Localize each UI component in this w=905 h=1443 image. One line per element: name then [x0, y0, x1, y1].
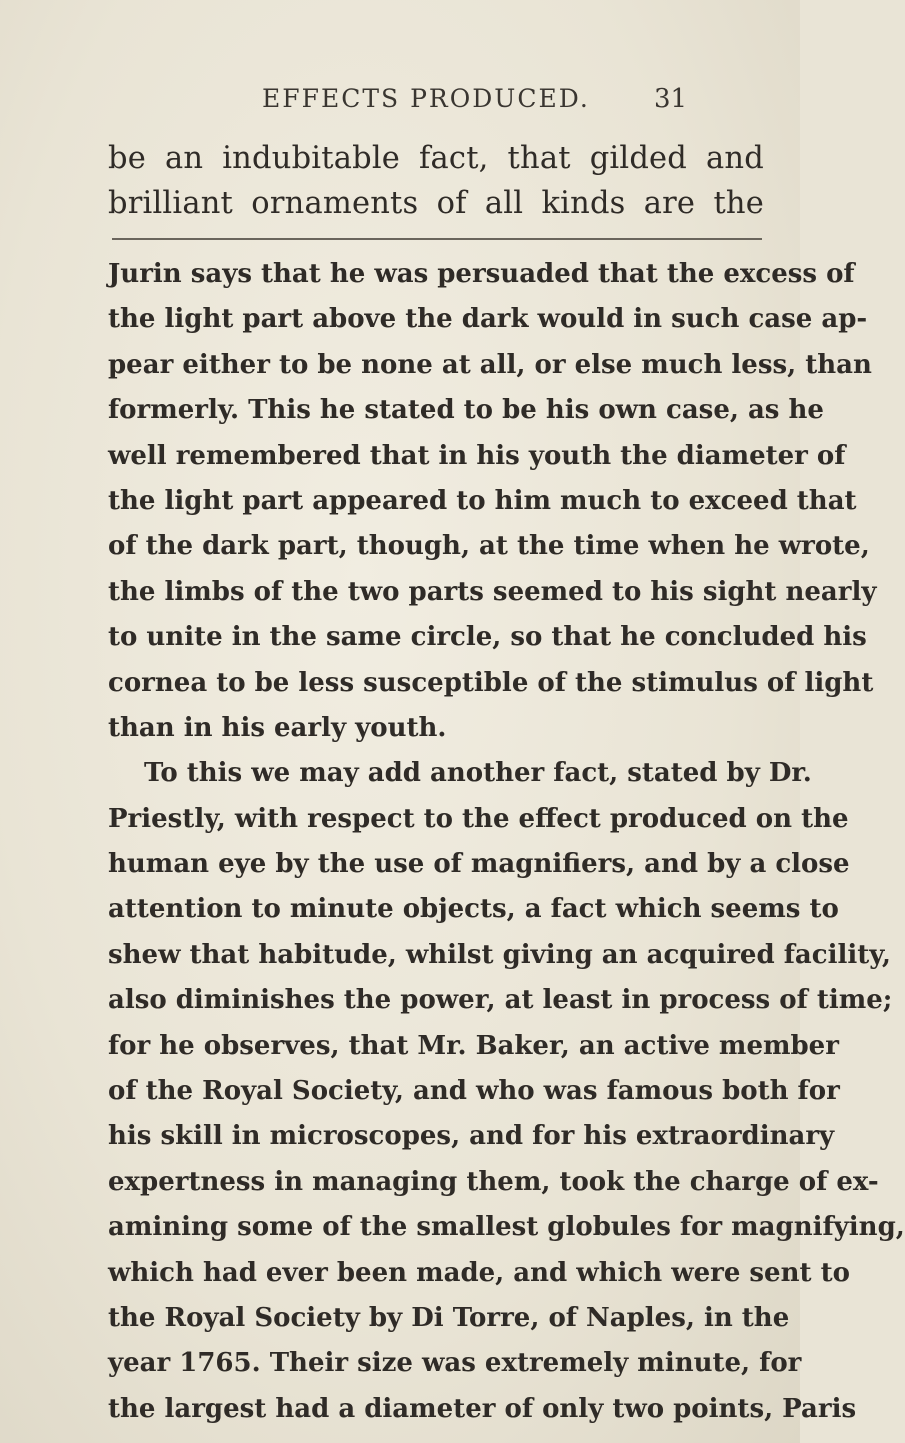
footnote-line: also diminishes the power, at least in process of time; [108, 985, 893, 1016]
footnote-line: Jurin says that he was persuaded that the excess of [108, 259, 855, 289]
footnote-line: of the dark part, though, at the time when he wrote, [108, 531, 870, 562]
footnote-rule [112, 238, 762, 240]
footnote-line: formerly. This he stated to be his own case, as he [108, 395, 824, 426]
footnote-line: the largest had a diameter of only two points, Paris [108, 1393, 857, 1424]
footnote-line: the light part above the dark would in such case ap- [108, 304, 868, 335]
footnote-line: the Royal Society by Di Torre, of Naples, in the [108, 1302, 790, 1333]
footnote-line: To this we may add another fact, stated by Dr. [144, 758, 812, 789]
footnote-line: to unite in the same circle, so that he concluded his [108, 622, 867, 653]
footnote-line: cornea to be less susceptible of the stimulus of light [108, 667, 874, 698]
footnote [108, 252, 905, 1432]
footnote-line: year 1765. Their size was extremely minute, for [108, 1348, 802, 1379]
running-head [262, 84, 688, 124]
footnote-line: well remembered that in his youth the diameter of [108, 440, 846, 471]
footnote-line: attention to minute objects, a fact which seems to [108, 894, 839, 925]
footnote-line: the limbs of the two parts seemed to his sight nearly [108, 576, 877, 607]
page-number: 31 [654, 84, 688, 114]
footnote-line: his skill in microscopes, and for his extraordinary [108, 1121, 835, 1152]
main-text [108, 136, 764, 226]
text-line: brilliant ornaments of all kinds are the [108, 186, 764, 221]
footnote-line: pear either to be none at all, or else much less, than [108, 349, 872, 380]
running-head-title: EFFECTS PRODUCED. [262, 84, 590, 113]
footnote-line: Priestly, with respect to the effect produced on the [108, 803, 849, 834]
footnote-line: which had ever been made, and which were sent to [108, 1257, 850, 1288]
footnote-line: the light part appeared to him much to exceed that [108, 485, 857, 516]
footnote-line: for he observes, that Mr. Baker, an active member [108, 1030, 839, 1061]
footnote-line: shew that habitude, whilst giving an acquired facility, [108, 939, 891, 970]
text-line: be an indubitable fact, that gilded and [108, 141, 764, 176]
footnote-line: of the Royal Society, and who was famous both for [108, 1076, 840, 1107]
footnote-line: than in his early youth. [108, 712, 447, 743]
footnote-line: amining some of the smallest globules for magnifying, [108, 1212, 905, 1243]
footnote-line: human eye by the use of magnifiers, and by a close [108, 849, 850, 880]
footnote-line: expertness in managing them, took the charge of ex- [108, 1166, 879, 1197]
